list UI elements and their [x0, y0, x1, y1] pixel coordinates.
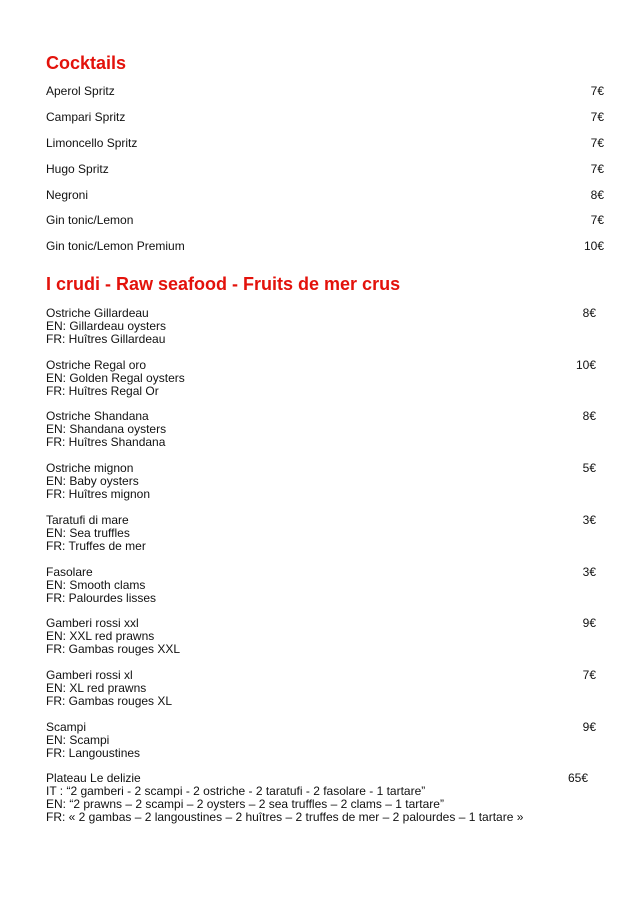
- plateau-item: [46, 772, 596, 824]
- item-name-en: EN: Golden Regal oysters: [46, 371, 185, 385]
- item-name-fr: FR: Langoustines: [46, 746, 141, 760]
- menu-item: [46, 307, 596, 346]
- item-name: Gin tonic/Lemon Premium: [46, 239, 185, 253]
- item-name: Hugo Spritz: [46, 162, 109, 176]
- item-name: Aperol Spritz: [46, 84, 115, 98]
- item-price: 7€: [590, 136, 604, 150]
- cocktails-title: Cocktails: [46, 53, 127, 73]
- menu-item: [46, 669, 596, 708]
- item-name-en: EN: Baby oysters: [46, 474, 139, 488]
- item-name-en: EN: Sea truffles: [46, 526, 130, 540]
- item-name-fr: FR: Palourdes lisses: [46, 591, 157, 605]
- item-name-fr: FR: Truffes de mer: [46, 539, 146, 553]
- item-price: 8€: [590, 188, 604, 202]
- item-name-fr: FR: Gambas rouges XXL: [46, 642, 181, 656]
- item-name-en: EN: Smooth clams: [46, 578, 146, 592]
- item-name: Gamberi rossi xxl: [46, 616, 139, 630]
- item-price: 8€: [582, 409, 596, 423]
- menu-item: [46, 617, 596, 656]
- menu-item: [46, 161, 604, 177]
- menu-item: [46, 359, 596, 398]
- item-name-en: EN: Gillardeau oysters: [46, 319, 167, 333]
- item-name-en: EN: XL red prawns: [46, 681, 147, 695]
- item-price: 65€: [567, 771, 588, 785]
- menu-item: [46, 514, 596, 553]
- menu-item: [46, 212, 604, 228]
- item-name-fr: FR: Huîtres Shandana: [46, 435, 166, 449]
- item-name: Gin tonic/Lemon: [46, 213, 134, 227]
- item-name: Gamberi rossi xl: [46, 668, 133, 682]
- menu-item: [46, 462, 596, 501]
- item-price: 7€: [590, 162, 604, 176]
- menu-item: [46, 566, 596, 605]
- item-name: Plateau Le delizie: [46, 771, 141, 785]
- menu-item: [46, 410, 596, 449]
- menu-item: [46, 721, 596, 760]
- menu-item: [46, 109, 604, 125]
- item-name: Fasolare: [46, 565, 93, 579]
- item-price: 10€: [583, 239, 604, 253]
- item-price: 3€: [582, 565, 596, 579]
- item-price: 7€: [582, 668, 596, 682]
- item-name: Ostriche mignon: [46, 461, 134, 475]
- menu-item: [46, 238, 604, 254]
- item-name: Ostriche Shandana: [46, 409, 149, 423]
- item-name: Ostriche Gillardeau: [46, 306, 149, 320]
- menu-item: [46, 187, 604, 203]
- item-desc-it: IT : “2 gamberi - 2 scampi - 2 ostriche - 2 taratufi - 2 fasolare - 1 tartare”: [46, 784, 426, 798]
- menu-item: [46, 135, 604, 151]
- item-name-en: EN: Scampi: [46, 733, 110, 747]
- item-price: 3€: [582, 513, 596, 527]
- raw-seafood-title: I crudi - Raw seafood - Fruits de mer crus: [46, 274, 401, 294]
- item-price: 8€: [582, 306, 596, 320]
- item-name-fr: FR: Huîtres Regal Or: [46, 384, 159, 398]
- item-name-fr: FR: Huîtres Gillardeau: [46, 332, 166, 346]
- item-price: 7€: [590, 110, 604, 124]
- item-price: 5€: [582, 461, 596, 475]
- item-price: 9€: [582, 616, 596, 630]
- item-name: Scampi: [46, 720, 87, 734]
- item-price: 7€: [590, 84, 604, 98]
- item-name: Limoncello Spritz: [46, 136, 138, 150]
- item-desc-fr: FR: « 2 gambas – 2 langoustines – 2 huîtres – 2 truffes de mer – 2 palourdes – 1 tartare »: [46, 810, 524, 824]
- item-name-en: EN: XXL red prawns: [46, 629, 155, 643]
- item-name: Ostriche Regal oro: [46, 358, 147, 372]
- item-name: Negroni: [46, 188, 89, 202]
- item-name-fr: FR: Huîtres mignon: [46, 487, 151, 501]
- item-desc-en: EN: “2 prawns – 2 scampi – 2 oysters – 2 sea truffles – 2 clams – 1 tartare”: [46, 797, 444, 811]
- item-price: 9€: [582, 720, 596, 734]
- item-name: Taratufi di mare: [46, 513, 129, 527]
- item-price: 10€: [575, 358, 596, 372]
- item-name: Campari Spritz: [46, 110, 126, 124]
- item-price: 7€: [590, 213, 604, 227]
- item-name-fr: FR: Gambas rouges XL: [46, 694, 173, 708]
- menu-item: [46, 83, 604, 99]
- item-name-en: EN: Shandana oysters: [46, 422, 167, 436]
